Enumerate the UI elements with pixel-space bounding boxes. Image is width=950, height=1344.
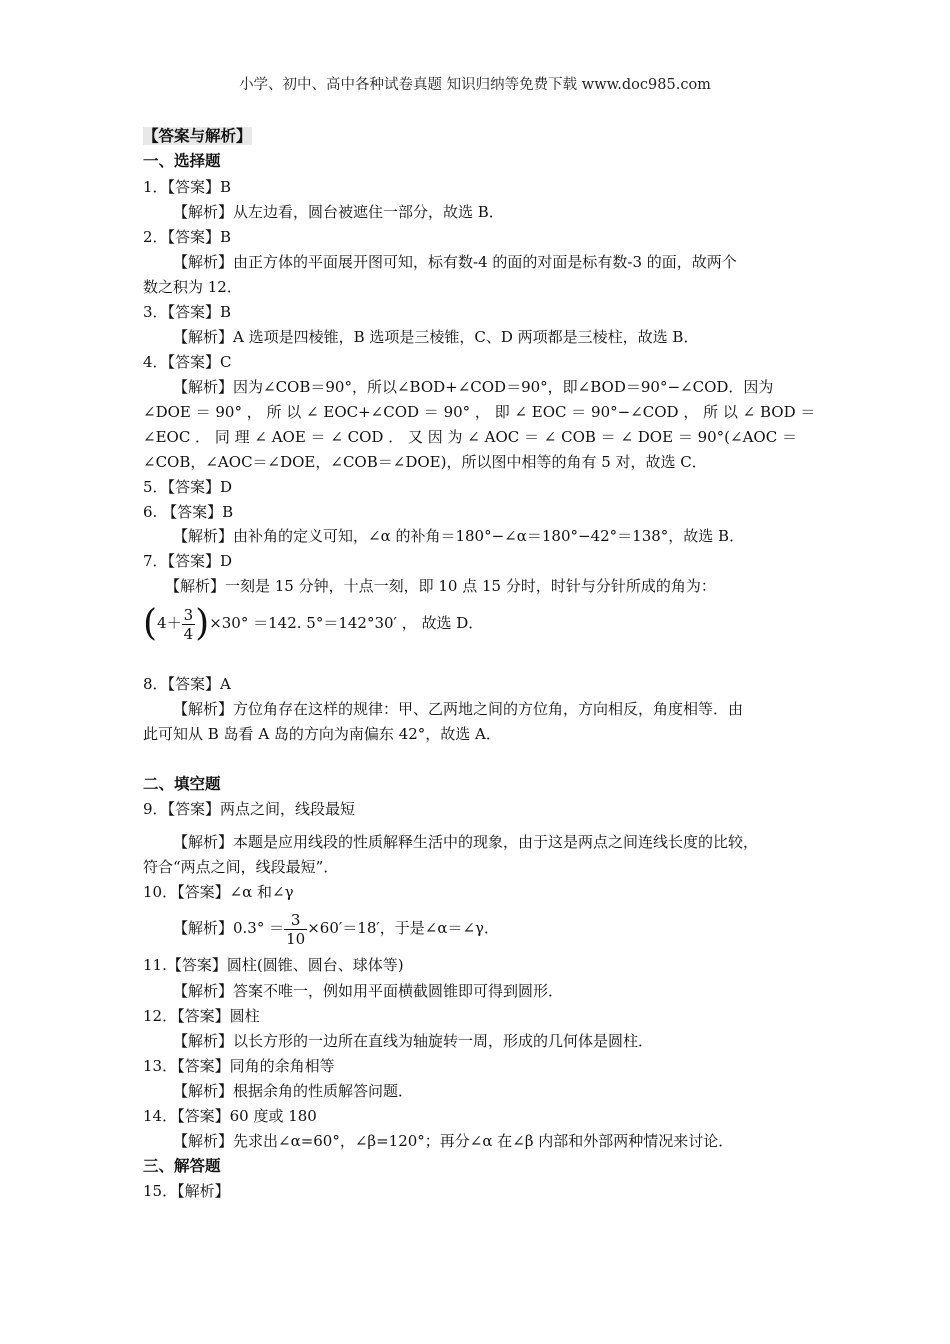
main-title: 【答案与解析】 bbox=[143, 127, 252, 145]
q6-answer: 6. 【答案】B bbox=[143, 503, 234, 521]
q4-answer: 4．【答案】C bbox=[143, 353, 232, 371]
q2-answer: 2．【答案】B bbox=[143, 228, 232, 246]
q2-analysis-cont: 数之积为 12． bbox=[143, 278, 242, 296]
q7-analysis: 【解析】一刻是 15 分钟，十点一刻，即 10 点 15 分时，时针与分针所成的角为： bbox=[165, 577, 716, 595]
q9-answer: 9．【答案】两点之间，线段最短 bbox=[143, 800, 356, 818]
q7-formula: (4＋ $\frac{3}{4}$ )×30° ＝142. 5°＝142°30′ ， 故选 D． bbox=[143, 603, 484, 644]
q4-analysis-cont-2: ∠EOC ． 同 理 ∠ AOE ＝ ∠ COD ． 又 因 为 ∠ AOC ＝ ∠ COB ＝ ∠ DOE ＝ 90°(∠AOC ＝ bbox=[143, 428, 797, 446]
q5-answer: 5．【答案】D bbox=[143, 478, 233, 496]
fraction: $\frac{3}{10}$ bbox=[286, 910, 306, 948]
section-heading-solution: 三、解答题 bbox=[143, 1157, 221, 1175]
q12-answer: 12．【答案】圆柱 bbox=[143, 1007, 260, 1025]
fraction: $\frac{3}{4}$ bbox=[183, 605, 194, 643]
q15-analysis: 15．【解析】 bbox=[143, 1182, 230, 1200]
q14-answer: 14．【答案】60 度或 180 bbox=[143, 1107, 317, 1125]
q10-answer: 10．【答案】∠α 和∠γ bbox=[143, 883, 294, 901]
q13-answer: 13．【答案】同角的余角相等 bbox=[143, 1057, 335, 1075]
section-heading-choice: 一、选择题 bbox=[143, 152, 221, 170]
q2-analysis: 【解析】由正方体的平面展开图可知，标有数-4 的面的对面是标有数-3 的面，故两个 bbox=[173, 253, 737, 271]
left-paren: ( bbox=[143, 603, 158, 644]
q12-analysis: 【解析】以长方形的一边所在直线为轴旋转一周，形成的几何体是圆柱． bbox=[173, 1032, 654, 1050]
q3-analysis: 【解析】A 选项是四棱锥，B 选项是三棱锥，C、D 两项都是三棱柱，故选 B． bbox=[173, 328, 699, 346]
q9-analysis-cont: 符合“两点之间，线段最短”． bbox=[143, 858, 339, 876]
q1-answer: 1．【答案】B bbox=[143, 178, 232, 196]
q4-analysis-cont-1: ∠DOE ＝ 90° ， 所 以 ∠ EOC+∠COD ＝ 90° ， 即 ∠ EOC ＝ 90°−∠COD ， 所 以 ∠ BOD ＝ bbox=[143, 403, 816, 421]
q8-analysis-cont: 此可知从 B 岛看 A 岛的方向为南偏东 42°，故选 A． bbox=[143, 725, 501, 743]
q7-answer: 7．【答案】D bbox=[143, 552, 233, 570]
q14-analysis: 【解析】先求出∠α=60°，∠β=120°；再分∠α 在∠β 内部和外部两种情况来讨论． bbox=[173, 1132, 734, 1150]
q4-analysis-cont-3: ∠COB，∠AOC＝∠DOE，∠COB＝∠DOE)，所以图中相等的角有 5 对，故选 C． bbox=[143, 453, 707, 471]
section-heading-fill: 二、填空题 bbox=[143, 775, 221, 793]
q1-analysis: 【解析】从左边看，圆台被遮住一部分，故选 B． bbox=[173, 203, 504, 221]
q4-analysis: 【解析】因为∠COB＝90°，所以∠BOD+∠COD＝90°，即∠BOD＝90°−∠COD．因为 bbox=[173, 378, 774, 396]
page-header: 小学、初中、高中各种试卷真题 知识归纳等免费下载 www.doc985.com bbox=[239, 77, 711, 93]
q9-analysis: 【解析】本题是应用线段的性质解释生活中的现象，由于这是两点之间连线长度的比较， bbox=[173, 833, 759, 851]
q3-answer: 3．【答案】B bbox=[143, 303, 232, 321]
right-paren: ) bbox=[195, 603, 210, 644]
q8-analysis: 【解析】方位角存在这样的规律：甲、乙两地之间的方位角，方向相反，角度相等．由 bbox=[173, 700, 744, 718]
q8-answer: 8．【答案】A bbox=[143, 675, 231, 693]
q13-analysis: 【解析】根据余角的性质解答问题． bbox=[173, 1082, 414, 1100]
q10-analysis: 【解析】0.3° ＝ $\frac{3}{10}$ ×60′＝18′，于是∠α＝∠γ． bbox=[173, 910, 500, 948]
q6-analysis: 【解析】由补角的定义可知，∠α 的补角＝180°−∠α＝180°−42°＝138°，故选 B． bbox=[173, 527, 745, 545]
q11-analysis: 【解析】答案不唯一，例如用平面横截圆锥即可得到圆形． bbox=[173, 982, 564, 1000]
q11-answer: 11.【答案】圆柱(圆锥、圆台、球体等) bbox=[143, 956, 404, 974]
